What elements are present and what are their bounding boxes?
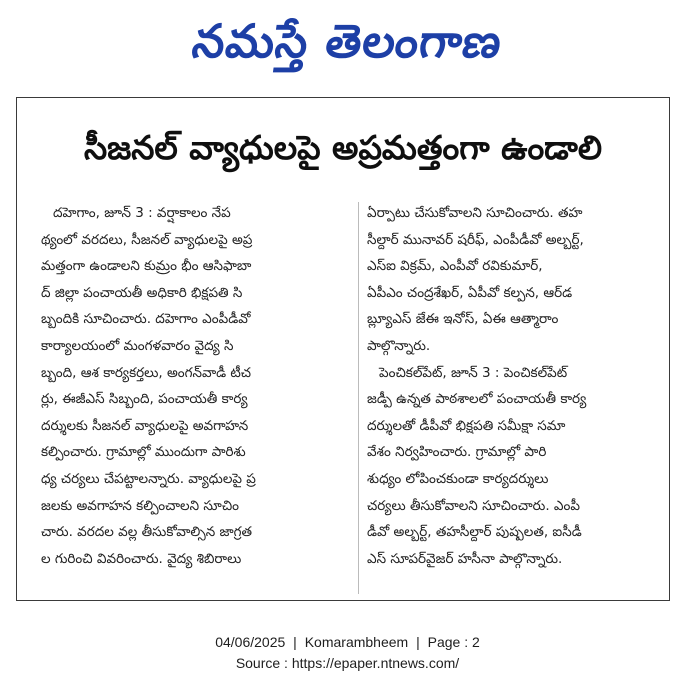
footer-edition: Komarambheem — [304, 634, 409, 650]
article-line: కల్పించారు. గ్రామాల్లో ముందుగా పారిశు — [41, 444, 246, 461]
article-line: ఏర్పాటు చేసుకోవాలని సూచించారు. తహ — [367, 205, 583, 221]
article-line: డీవో అల్బర్ట్, తహసీల్దార్ పుష్పలత, ఐసీడీ — [367, 524, 582, 541]
article-clipping — [16, 97, 670, 601]
article-line: ద్ జిల్లా పంచాయతీ అధికారి భిక్షపతి సి — [41, 284, 243, 301]
article-line: వేశం నిర్వహించారు. గ్రామాల్లో పారి — [367, 444, 547, 461]
footer-separator: | — [293, 634, 297, 650]
article-line: చారు. వరదల వల్ల తీసుకోవాల్సిన జాగ్రత — [41, 524, 252, 541]
footer-source — [0, 655, 695, 671]
article-line: దర్శులతో డీపీవో భిక్షపతి సమీక్షా సమా — [367, 417, 566, 434]
footer-source-label: Source : — [235, 655, 288, 671]
article-line: కార్యాలయంలో మంగళవారం వైద్య సి — [41, 337, 234, 354]
article-line: బ్బందికి సూచించారు. దహెగాం ఎంపీడీవో — [41, 311, 251, 328]
article-column-left — [41, 200, 353, 600]
article-line: సీల్దార్ మునావర్ షరీఫ్, ఎంపీడీవో అల్బర్ట్, — [367, 231, 584, 248]
article-headline: సీజనల్ వ్యాధులపై అప్రమత్తంగా ఉండాలి — [83, 128, 603, 167]
article-column-right — [367, 200, 651, 600]
article-line: జలకు అవగాహన కల్పించాలని సూచిం — [41, 497, 240, 514]
article-line: బ్బంది, ఆశ కార్యకర్తలు, అంగన్‌వాడీ టీచ — [41, 364, 252, 381]
footer-date: 04/06/2025 — [215, 634, 286, 650]
article-line: దర్శులకు సీజనల్ వ్యాధులపై అవగాహన — [41, 417, 249, 434]
footer-separator: | — [416, 634, 420, 650]
article-line: థ్యంలో వరదలు, సీజనల్ వ్యాధులపై అప్ర — [41, 231, 253, 248]
column-divider — [358, 202, 359, 594]
article-line: ధ్య చర్యలు చేపట్టాలన్నారు. వ్యాధులపై ప్ర — [41, 470, 256, 487]
article-line: శుధ్యం లోపించకుండా కార్యదర్శులు — [367, 470, 549, 487]
article-line: దహెగాం, జూన్ 3 : వర్షాకాలం నేప — [53, 205, 231, 221]
article-line: ఎస్ఐ విక్రమ్, ఎంపీవో రవికుమార్, — [367, 258, 543, 275]
article-line: జడ్పీ ఉన్నత పాఠశాలలో పంచాయతీ కార్య — [367, 391, 587, 408]
article-line: ర్లు, ఈజీఎస్ సిబ్బంది, పంచాయతీ కార్య — [41, 391, 248, 408]
footer-page: Page : 2 — [427, 634, 480, 650]
footer-source-link[interactable]: https://epaper.ntnews.com/ — [291, 655, 460, 671]
article-line: పెంచికల్‌పేట్, జూన్ 3 : పెంచికల్‌పేట్ — [379, 364, 568, 381]
article-line: మత్తంగా ఉండాలని కుమ్రం భీం ఆసిఫాబా — [41, 258, 252, 275]
article-line: చర్యలు తీసుకోవాలని సూచించారు. ఎంపీ — [367, 497, 580, 514]
article-line: పాల్గొన్నారు. — [367, 337, 431, 354]
article-line: ఏపీఎం చంద్రశేఖర్, ఏపీవో కల్పన, ఆర్‌డ — [367, 284, 573, 301]
article-line: ఎస్ సూపర్‌వైజర్ హసీనా పాల్గొన్నారు. — [367, 550, 563, 567]
article-line: బ్ల్యూఎస్ జేఈ ఇనోస్, ఏఈ ఆత్మారాం — [367, 311, 559, 328]
masthead-logo — [0, 6, 695, 76]
article-line: ల గురించి వివరించారు. వైద్య శిబిరాలు — [41, 550, 242, 567]
footer-meta — [0, 634, 695, 650]
masthead-title: నమస్తే తెలంగాణ — [189, 14, 506, 68]
